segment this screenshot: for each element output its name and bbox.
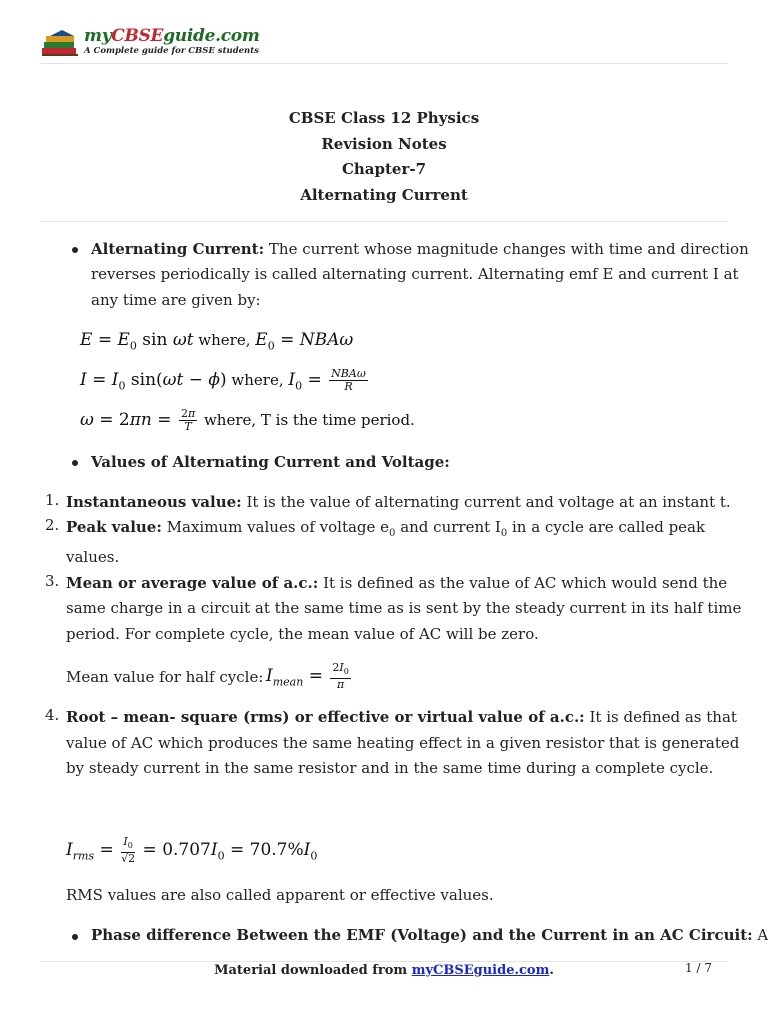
site-logo (40, 26, 260, 62)
bullet-point (72, 934, 78, 940)
list-item: Instantaneous value: It is the value of alternating current and voltage at an instant t. (66, 493, 731, 511)
paragraph-line: value of AC which produces the same heating effect in a given resistor that is generated (66, 734, 740, 752)
list-number: 1. (45, 491, 60, 509)
list-number: 2. (45, 516, 60, 534)
list-number: 4. (45, 706, 60, 724)
paragraph-line: any time are given by: (91, 291, 261, 309)
bullet-point (72, 460, 78, 466)
paragraph-line: same charge in a circuit at the same time as is sent by the steady current in its half time (66, 599, 742, 617)
footer-note: Material downloaded from myCBSEguide.com. (214, 963, 554, 978)
header-divider (40, 63, 728, 64)
equation-emf: $E = E_0$ sin ωt where, $E_0 = NBA\omega$ (80, 330, 354, 353)
section-heading: Values of Alternating Current and Voltage: (91, 453, 450, 471)
page-number: 1 / 7 (685, 961, 712, 975)
list-item: Mean or average value of a.c.: It is defined as the value of AC which would send the (66, 574, 728, 592)
list-item: Root – mean- square (rms) or effective or virtual value of a.c.: It is defined as that (66, 708, 737, 726)
logo-wordmark: myCBSEguide.com (84, 26, 260, 46)
title-line-3: Chapter-7 (341, 160, 427, 178)
title-line-1: CBSE Class 12 Physics (288, 109, 480, 127)
mean-value-label: Mean value for half cycle: (66, 668, 264, 686)
document-title (0, 106, 768, 208)
equation-rms: $I_{rms}$ = $\frac{I_0}{√2}$ = $0.707I_0 = 70.7\%I_0$ (66, 835, 318, 866)
bullet-point (72, 247, 78, 253)
list-item: Peak value: Maximum values of voltage $e_0$ and current $I_0$ in a cycle are called peak (66, 518, 706, 539)
footer-link[interactable]: myCBSEguide.com (411, 963, 550, 978)
paragraph-line: Alternating Current: The current whose magnitude changes with time and direction (91, 240, 749, 258)
paragraph-line: period. For complete cycle, the mean value of AC will be zero. (66, 625, 539, 643)
title-line-2: Revision Notes (321, 134, 447, 153)
footer-divider (40, 961, 728, 962)
equation-mean: $I_{mean}$ = $\frac{2I_0}{\pi}$ (266, 661, 349, 692)
books-logo-icon (40, 28, 80, 58)
paragraph-line: values. (66, 548, 120, 566)
list-number: 3. (45, 572, 60, 590)
paragraph-line: by steady current in the same resistor and in the same time during a complete cycle. (66, 759, 714, 777)
rms-note: RMS values are also called apparent or effective values. (66, 886, 494, 904)
equation-omega: ω = 2πn = $\frac{2\pi}{T}$ where, T is the time period. (80, 407, 415, 433)
paragraph-line: reverses periodically is called alternating current. Alternating emf E and current I at (91, 265, 739, 283)
title-divider (40, 221, 728, 222)
equation-current: $I = I_0$ sin(ωt − ϕ) where, $I_0$ = $\frac{\text{NBAω}}{R}$ (80, 367, 366, 393)
paragraph-line: Phase difference Between the EMF (Voltage) and the Current in an AC Circuit: A (91, 926, 768, 944)
title-line-4: Alternating Current (300, 185, 468, 204)
logo-tagline: A Complete guide for CBSE students (84, 46, 259, 56)
